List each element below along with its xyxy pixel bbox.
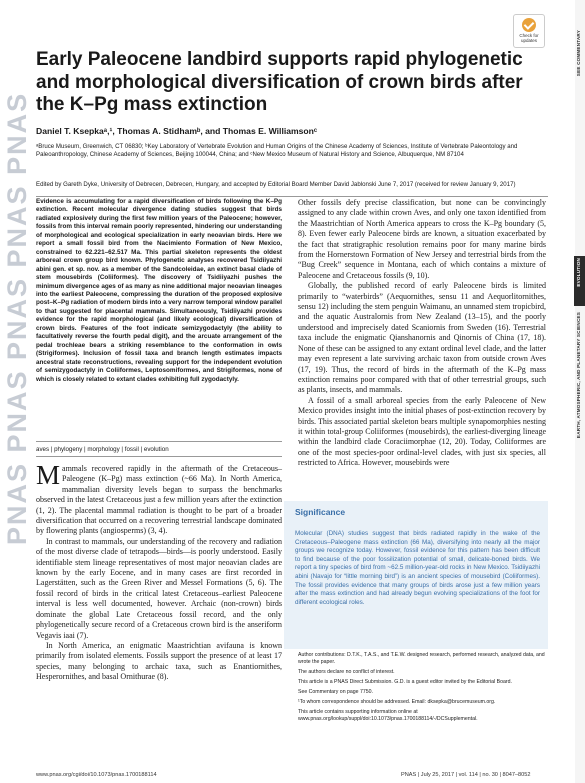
- paragraph: Other fossils defy precise classification, but none can be convincingly assigned to any clade within crown Aves, and only one taxon identified from the Maastrichtian of North America appears to cross the K–Pg boundary (5, 8). Even fewer early Paleocene birds are known, a situation exacerbated by the fact that stratigraphic resolution remains poor for many marine birds from the Hornerstown Formation of New Jersey and terrestrial birds from the “Bug Creek” sequence in Montana, each of which contains a mixture of Paleocene and Cretaceous fossils (9, 10).: [298, 198, 546, 280]
- badge-line2: updates: [520, 38, 537, 43]
- evolution-label: EVOLUTION: [576, 258, 581, 287]
- footnote-link[interactable]: See Commentary on page 7750.: [298, 689, 373, 695]
- see-commentary-label[interactable]: SEE COMMENTARY: [576, 30, 581, 77]
- body-column-right: [298, 198, 546, 469]
- badge-line1: Check for: [519, 33, 539, 38]
- pnas-watermark: PNAS PNAS PNAS PNAS PNAS: [2, 91, 32, 545]
- drop-cap: M: [36, 460, 61, 490]
- body-column-left: [36, 460, 282, 683]
- paragraph: Globally, the published record of early Paleocene birds is limited primarily to “waterbirds” (Aequornithes, sensu 11 and Aequorlitornithes, sensu 12) including the stem penguin Waimanu, an unnamed stem tropicbird, and the aquatic Australornis from New Zealand (13–15), and the poorly understood and imprecisely dated Scaniornis from Sweden (16). Terrestrial taxa include the enigmatic Qianshanornis and Qinornis of China (17, 18). None of these can be assigned to any extant ordinal level clade, and the latter may even represent a late surviving archaic taxon from outside crown Aves (17, 19). Thus, the record of birds in the aftermath of the K–Pg mass extinction remains poor compared with that of other terrestrial groups, such as plants, insects, and mammals.: [298, 281, 546, 395]
- abstract: Evidence is accumulating for a rapid diversification of birds following the K–Pg extinction. Recent molecular divergence dating studies suggest that birds radiated explosively during the first few million years of the Paleocene; however, fossils from this interval remain poorly represented, hindering our understanding of morphological and ecological specialization in early neoavian birds. Here we report a small fossil bird from the Nacimiento Formation of New Mexico, constrained to 62.221–62.517 Ma. This partial skeleton represents the oldest arboreal crown group bird known. Phylogenetic analyses recovered Tsidiiyazhi abini gen. et sp. nov. as a member of the Sandcoleidae, an extinct basal clade of stem mousebirds (Coliiformes). The discovery of Tsidiiyazhi pushes the minimum divergence ages of as many as nine additional major neoavian lineages into the earliest Paleocene, compressing the duration of the proposed explosive post–K–Pg radiation of modern birds into a very narrow temporal window parallel to that suggested for placental mammals. Simultaneously, Tsidiiyazhi provides evidence for the rapid morphological (and likely ecological) diversification of crown birds. Features of the foot indicate semizygodactyly (the ability to facultatively reverse the fourth pedal digit), and the arcuate arrangement of the pedal trochleae bears a striking resemblance to the conformation in owls (Strigiformes). Inclusion of fossil taxa and branch length estimates impacts ancestral state reconstructions, revealing support for the independent evolution of semizygodactyly in Coliiformes, Leptosomiformes, and Strigiformes, none of which is closely related to extant clades exhibiting full zygodactyly.: [36, 198, 282, 383]
- check-for-updates-badge[interactable]: [513, 14, 545, 48]
- paragraph: In contrast to mammals, our understanding of the recovery and radiation of the most diverse clade of tetrapods—birds—is poorly understood. Easily identifiable stem lineage representatives of most major neoavian clades are known by the early Eocene, and in many cases are first recorded in Lagerstätten, such as the Green River and Messel Formations (5, 6). The fossil record of birds in the critical latest Cretaceous–earliest Paleocene interval is less well documented, however. Archaic (non-crown) birds dominate the global Late Cretaceous fossil record, and the only phylogenetically secure record of a Cretaceous crown bird is the anseriform Vegavis iaai (7).: [36, 536, 282, 640]
- abstract-divider: [36, 441, 282, 442]
- footnote: Author contributions: D.T.K., T.A.S., and T.E.W. designed research, performed research, analyzed data, and wrote the paper.: [298, 652, 545, 665]
- editor-note: Edited by Gareth Dyke, University of Debrecen, Debrecen, Hungary, and accepted by Editorial Board Member David Jablonski June 7, 2017 (received for review January 9, 2017): [36, 181, 516, 188]
- affiliations: ᵃBruce Museum, Greenwich, CT 06830; ᵇKey Laboratory of Vertebrate Evolution and Human Origins of the Chinese Academy of Sciences, Institute of Vertebrate Paleontology and Paleoanthropology, Chinese Academy of Sciences, Beijing 100044, China; and ᶜNew Mexico Museum of Natural History and Science, Albuquerque, NM 87104: [36, 143, 518, 158]
- header-divider: [36, 196, 548, 197]
- check-icon: [522, 18, 536, 32]
- footnotes: [298, 652, 548, 726]
- significance-box: [284, 501, 548, 649]
- significance-title: Significance: [295, 507, 346, 517]
- article-title: Early Paleocene landbird supports rapid phylogenetic and morphological diversification of crown birds after the K–Pg mass extinction: [36, 49, 523, 115]
- paragraph: In North America, an enigmatic Maastrichtian avifauna is known primarily from isolated elements. Fossils support the presence of at least 17 species, many belonging to archaic taxa, such as Enantiornithes, Hesperornithes, and basal Ornithurae (8).: [36, 640, 282, 682]
- significance-text: Molecular (DNA) studies suggest that birds radiated rapidly in the wake of the Cretaceous–Paleogene mass extinction (66 Ma), diversifying into nearly all the major groups we recognize today. However, fossil evidence for this pattern has been difficult to find because of the poor fossilization potential of small, delicate-boned birds. We report a tiny species of bird from ~62.5 million-year-old rocks in New Mexico. Tsidiiyazhi abini (Navajo for “little morning bird”) is an ancient species of mousebird (Coliiformes). The fossil provides evidence that many groups of birds arose just a few million years after the mass extinction and had already begun evolving specializations of the foot for different ecological roles.: [295, 530, 540, 606]
- citation-info: PNAS | July 25, 2017 | vol. 114 | no. 30 | 8047–8052: [401, 772, 531, 778]
- keywords-divider: [36, 456, 282, 457]
- footnote-supplement[interactable]: This article contains supporting information online at www.pnas.org/lookup/suppl/doi:10.1073/pnas.1700188114/-/DCSupplemental.: [298, 709, 478, 722]
- footnote: The authors declare no conflict of interest.: [298, 669, 395, 675]
- keywords: aves | phylogeny | morphology | fossil | evolution: [36, 446, 169, 453]
- paragraph-intro: Mammals recovered rapidly in the aftermath of the Cretaceous–Paleogene (K–Pg) mass extinction (~66 Ma). In North America, mammalian diversity levels began to surpass the benchmarks observed in the latest Cretaceous just a few million years after the extinction (1, 2). The placental mammal radiation is thought to be part of a broader diversification that occurred on a recovering terrestrial landscape dominated by flowering plants (angiosperms) (3, 4).: [36, 460, 282, 536]
- author-list: Daniel T. Ksepkaᵃ,¹, Thomas A. Stidhamᵇ, and Thomas E. Williamsonᶜ: [36, 126, 318, 136]
- footnote-email[interactable]: ¹To whom correspondence should be addressed. Email: dksepka@brucemuseum.org.: [298, 699, 496, 705]
- paragraph: A fossil of a small arboreal species from the early Paleocene of New Mexico provides insight into the initial phases of post-extinction recovery by birds. This associated partial skeleton bears multiple synapomorphies nesting it within total-group Coliiformes (mousebirds), the earliest-diverging lineage within the landbird clade Coraciimorphae (12, 20). Today, Coliiformes are one of the most species-poor ordinal-level clades, with just six species, all restricted to Africa. However, mousebirds were: [298, 395, 546, 468]
- footnote: This article is a PNAS Direct Submission. G.D. is a guest editor invited by the Editorial Board.: [298, 679, 512, 685]
- doi-link[interactable]: www.pnas.org/cgi/doi/10.1073/pnas.1700188114: [36, 772, 157, 778]
- earth-sciences-label: EARTH, ATMOSPHERIC, AND PLANETARY SCIENCES: [576, 312, 581, 439]
